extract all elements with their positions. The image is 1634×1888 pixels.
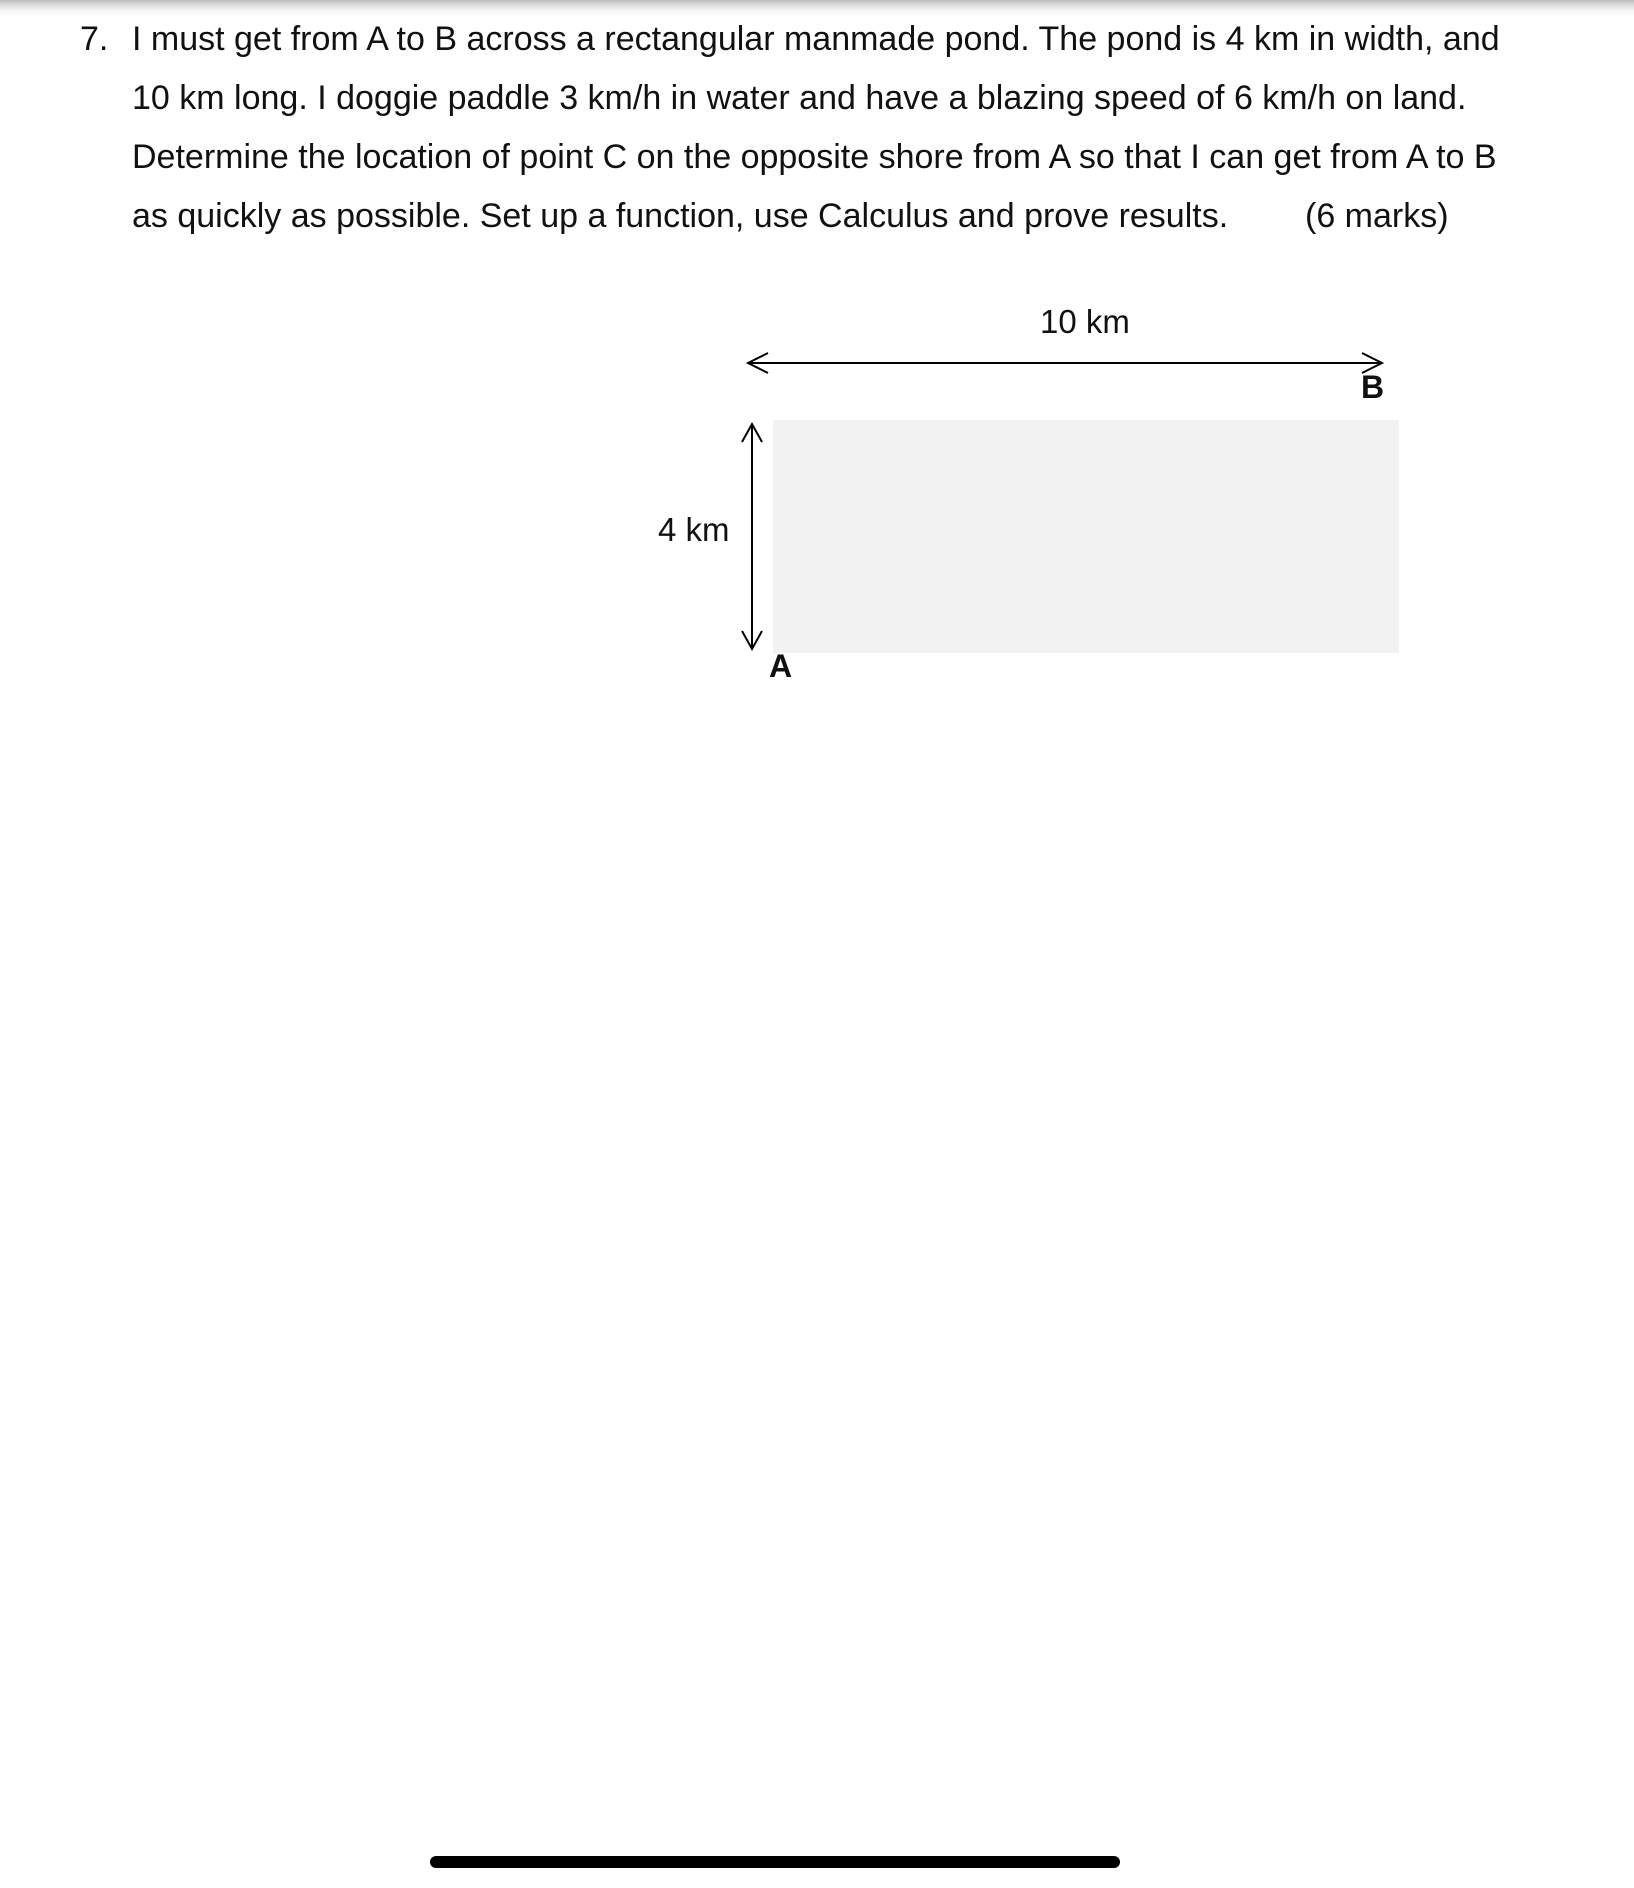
point-b-label: B [1361,369,1385,405]
pond-diagram [0,0,1634,720]
question-marks: (6 marks) [1305,197,1449,235]
length-arrow [748,353,1382,373]
question-line-4: as quickly as possible. Set up a function, use Calculus and prove results. [132,197,1229,235]
width-label: 4 km [658,511,730,548]
home-indicator[interactable] [430,1856,1120,1868]
question-line-1: I must get from A to B across a rectangular manmade pond. The pond is 4 km in width, and [132,20,1500,58]
pond-diagram-svg [0,0,1634,720]
question-line-2: 10 km long. I doggie paddle 3 km/h in water and have a blazing speed of 6 km/h on land. [132,79,1467,117]
width-arrow [742,424,762,649]
pond-rectangle [773,420,1399,653]
point-a-label: A [769,648,793,684]
question-number: 7. [80,20,109,58]
length-label: 10 km [1040,303,1130,340]
question-line-3: Determine the location of point C on the opposite shore from A so that I can get from A to B [132,138,1497,176]
